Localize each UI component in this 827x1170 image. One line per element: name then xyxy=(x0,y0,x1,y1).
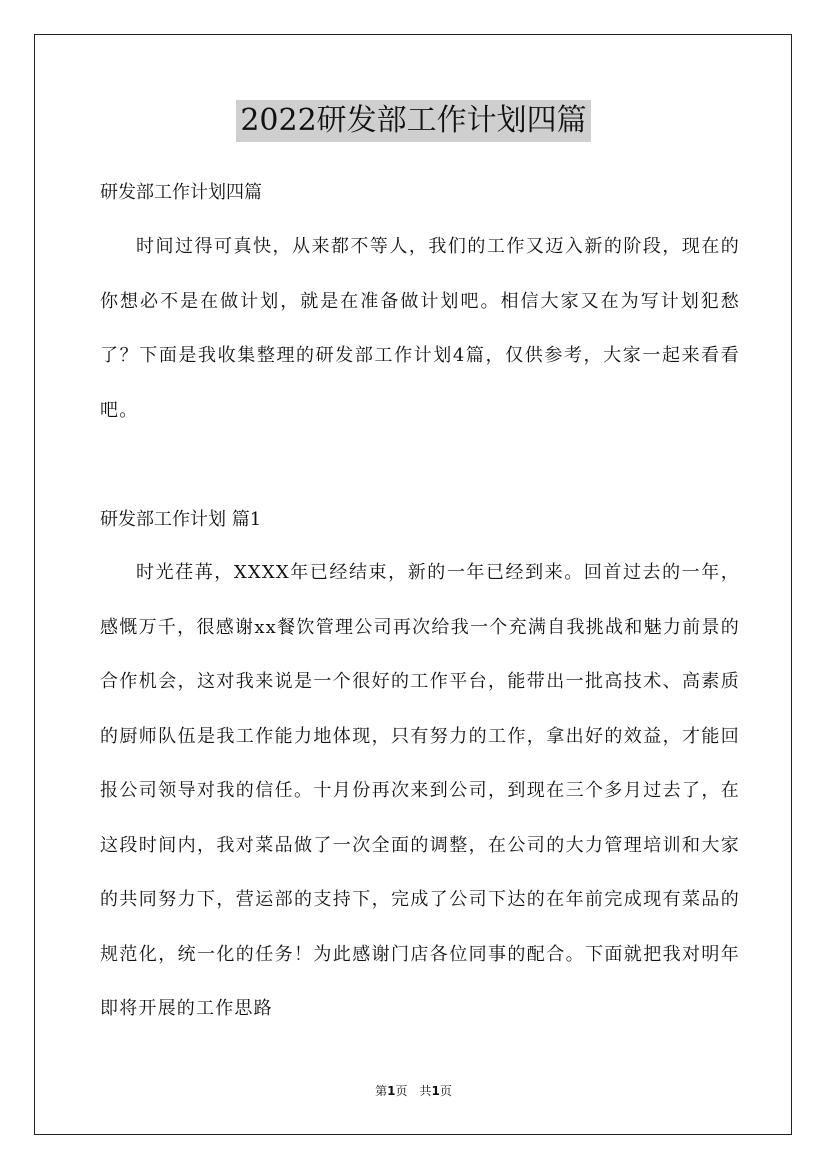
page-total: 1 xyxy=(431,1084,440,1098)
document-title: 2022研发部工作计划四篇 xyxy=(236,100,590,142)
total-prefix: 共 xyxy=(419,1084,432,1098)
title-container xyxy=(0,100,827,142)
section1-paragraph: 时光荏苒，XXXX年已经结束，新的一年已经到来。回首过去的一年，感慨万千，很感谢xx餐饮管理公司再次给我一个充满自我挑战和魅力前景的合作机会，这对我来说是一个很好的工作平台，能带出一批高技术、高素质的厨师队伍是我工作能力地体现，只有努力的工作，拿出好的效益，才能回报公司领导对我的信任。十月份再次来到公司，到现在三个多月过去了，在这段时间内，我对菜品做了一次全面的调整，在公司的大力管理培训和大家的共同努力下，营运部的支持下，完成了公司下达的在年前完成现有菜品的规范化，统一化的任务！为此感谢门店各位同事的配合。下面就把我对明年即将开展的工作思路 xyxy=(100,562,740,1019)
intro-heading: 研发部工作计划四篇 xyxy=(100,182,262,203)
page-footer xyxy=(0,1083,827,1099)
section1-heading: 研发部工作计划 篇1 xyxy=(100,509,262,530)
page-current: 1 xyxy=(387,1084,396,1098)
page-prefix: 第 xyxy=(375,1084,388,1098)
total-suffix: 页 xyxy=(439,1084,452,1098)
page-suffix: 页 xyxy=(395,1084,408,1098)
intro-paragraph: 时间过得可真快，从来都不等人，我们的工作又迈入新的阶段，现在的你想必不是在做计划，就是在准备做计划吧。相信大家又在为写计划犯愁了？下面是我收集整理的研发部工作计划4篇，仅供参考，大家一起来看看吧。 xyxy=(100,236,740,421)
